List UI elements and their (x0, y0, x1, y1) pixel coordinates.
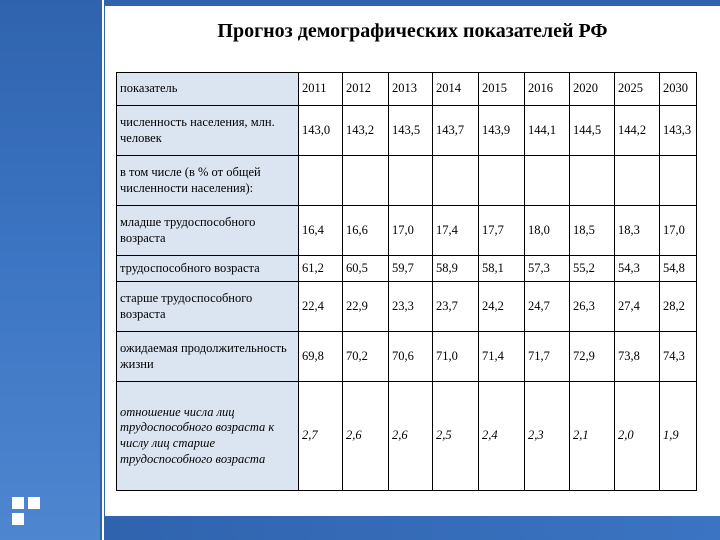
row-label-cell: в том числе (в % от общей численности населения): (117, 156, 299, 206)
value-cell: 54,3 (615, 256, 660, 282)
value-cell: 18,5 (570, 206, 615, 256)
sidebar-decoration (0, 0, 100, 540)
value-cell (615, 156, 660, 206)
value-cell: 24,2 (479, 282, 525, 332)
value-cell: 23,7 (433, 282, 479, 332)
value-cell: 143,9 (479, 106, 525, 156)
value-cell: 26,3 (570, 282, 615, 332)
year-header-cell: 2016 (525, 73, 570, 106)
year-header-cell: 2014 (433, 73, 479, 106)
value-cell: 71,4 (479, 332, 525, 382)
value-cell: 16,4 (299, 206, 343, 256)
value-cell: 54,8 (660, 256, 697, 282)
value-cell: 143,3 (660, 106, 697, 156)
value-cell: 144,2 (615, 106, 660, 156)
value-cell (479, 156, 525, 206)
value-cell: 55,2 (570, 256, 615, 282)
value-cell: 17,0 (660, 206, 697, 256)
row-label-cell: численность населения, млн. человек (117, 106, 299, 156)
table-row (117, 256, 697, 282)
value-cell: 18,0 (525, 206, 570, 256)
value-cell: 71,0 (433, 332, 479, 382)
table-row (117, 282, 697, 332)
value-cell: 57,3 (525, 256, 570, 282)
value-cell: 71,7 (525, 332, 570, 382)
value-cell: 24,7 (525, 282, 570, 332)
value-cell: 73,8 (615, 332, 660, 382)
value-cell: 143,2 (343, 106, 389, 156)
header-label-cell: показатель (117, 73, 299, 106)
value-cell (570, 156, 615, 206)
table-row (117, 382, 697, 491)
value-cell: 22,4 (299, 282, 343, 332)
row-label-cell: старше трудоспособного возраста (117, 282, 299, 332)
year-header-cell: 2011 (299, 73, 343, 106)
value-cell: 2,4 (479, 382, 525, 491)
row-label-cell: трудоспособного возраста (117, 256, 299, 282)
value-cell: 144,1 (525, 106, 570, 156)
row-label-cell: отношение числа лиц трудоспособного возраста к числу лиц старше трудоспособного возраста (117, 382, 299, 491)
value-cell: 70,2 (343, 332, 389, 382)
value-cell: 23,3 (389, 282, 433, 332)
table-row (117, 332, 697, 382)
value-cell: 144,5 (570, 106, 615, 156)
value-cell: 27,4 (615, 282, 660, 332)
sidebar-divider-line (100, 0, 102, 540)
value-cell: 2,6 (343, 382, 389, 491)
value-cell (525, 156, 570, 206)
year-header-cell: 2012 (343, 73, 389, 106)
value-cell: 17,4 (433, 206, 479, 256)
top-stripe (105, 0, 720, 6)
value-cell (299, 156, 343, 206)
value-cell: 2,0 (615, 382, 660, 491)
table-row (117, 106, 697, 156)
bottom-band (105, 516, 720, 540)
value-cell: 143,7 (433, 106, 479, 156)
value-cell: 2,7 (299, 382, 343, 491)
value-cell: 2,5 (433, 382, 479, 491)
three-squares-logo-icon (12, 497, 42, 529)
slide-title: Прогноз демографических показателей РФ (217, 20, 608, 42)
year-header-cell: 2030 (660, 73, 697, 106)
year-header-cell: 2020 (570, 73, 615, 106)
table-row (117, 156, 697, 206)
value-cell: 72,9 (570, 332, 615, 382)
value-cell: 60,5 (343, 256, 389, 282)
value-cell: 17,7 (479, 206, 525, 256)
value-cell: 74,3 (660, 332, 697, 382)
value-cell: 70,6 (389, 332, 433, 382)
year-header-cell: 2013 (389, 73, 433, 106)
demographics-table (116, 72, 697, 491)
value-cell: 16,6 (343, 206, 389, 256)
value-cell: 18,3 (615, 206, 660, 256)
table-header-row (117, 73, 697, 106)
value-cell: 28,2 (660, 282, 697, 332)
value-cell (343, 156, 389, 206)
value-cell (389, 156, 433, 206)
sidebar-divider-line-thin (104, 0, 105, 540)
row-label-cell: ожидаемая продолжительность жизни (117, 332, 299, 382)
value-cell: 2,3 (525, 382, 570, 491)
value-cell: 69,8 (299, 332, 343, 382)
value-cell: 58,1 (479, 256, 525, 282)
value-cell: 2,6 (389, 382, 433, 491)
year-header-cell: 2015 (479, 73, 525, 106)
value-cell: 2,1 (570, 382, 615, 491)
row-label-cell: младше трудоспособного возраста (117, 206, 299, 256)
value-cell: 1,9 (660, 382, 697, 491)
table-row (117, 206, 697, 256)
value-cell: 59,7 (389, 256, 433, 282)
value-cell: 61,2 (299, 256, 343, 282)
value-cell: 143,5 (389, 106, 433, 156)
value-cell (660, 156, 697, 206)
value-cell: 17,0 (389, 206, 433, 256)
year-header-cell: 2025 (615, 73, 660, 106)
value-cell: 143,0 (299, 106, 343, 156)
value-cell: 22,9 (343, 282, 389, 332)
value-cell (433, 156, 479, 206)
value-cell: 58,9 (433, 256, 479, 282)
